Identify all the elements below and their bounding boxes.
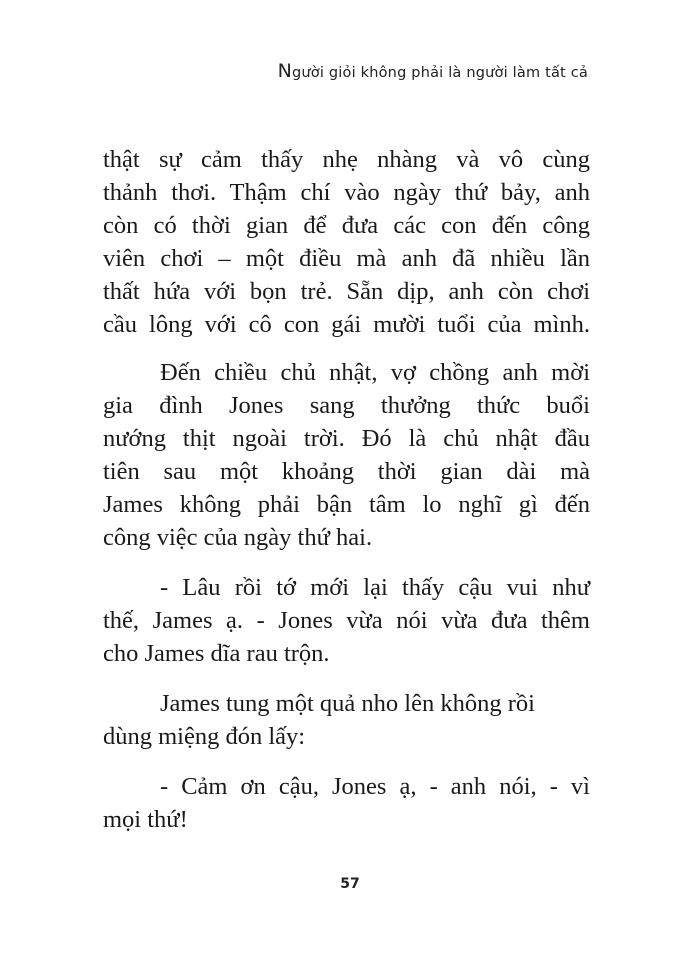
text-line: còn có thời gian để đưa các con đến công xyxy=(103,212,590,239)
text-line: - Lâu rồi tớ mới lại thấy cậu vui như xyxy=(160,574,590,601)
text-line: thế, James ạ. - Jones vừa nói vừa đưa thêm xyxy=(103,607,590,634)
text-line: công việc của ngày thứ hai. xyxy=(103,524,373,551)
running-header xyxy=(278,60,588,82)
text-line: thất hứa với bọn trẻ. Sẵn dịp, anh còn chơi xyxy=(103,278,590,305)
text-line: James tung một quả nho lên không rồi xyxy=(160,690,535,717)
text-line: cho James dĩa rau trộn. xyxy=(103,640,330,667)
text-line: thật sự cảm thấy nhẹ nhàng và vô cùng xyxy=(103,146,590,173)
header-title: gười giỏi không phải là người làm tất cả xyxy=(291,65,588,81)
text-line: tiên sau một khoảng thời gian dài mà xyxy=(103,458,590,485)
text-line: Đến chiều chủ nhật, vợ chồng anh mời xyxy=(160,359,590,386)
header-initial: N xyxy=(277,60,292,82)
text-line: mọi thứ! xyxy=(103,806,188,833)
text-line: dùng miệng đón lấy: xyxy=(103,723,306,750)
text-line: gia đình Jones sang thưởng thức buổi xyxy=(103,392,590,419)
text-line: viên chơi – một điều mà anh đã nhiều lần xyxy=(103,245,590,272)
text-line: cầu lông với cô con gái mười tuổi của mình. xyxy=(103,311,590,338)
page-number: 57 xyxy=(340,876,360,892)
text-line: James không phải bận tâm lo nghĩ gì đến xyxy=(103,491,590,518)
text-line: nướng thịt ngoài trời. Đó là chủ nhật đầu xyxy=(103,425,590,452)
text-line: thảnh thơi. Thậm chí vào ngày thứ bảy, anh xyxy=(103,179,590,206)
text-line: - Cảm ơn cậu, Jones ạ, - anh nói, - vì xyxy=(160,773,590,800)
